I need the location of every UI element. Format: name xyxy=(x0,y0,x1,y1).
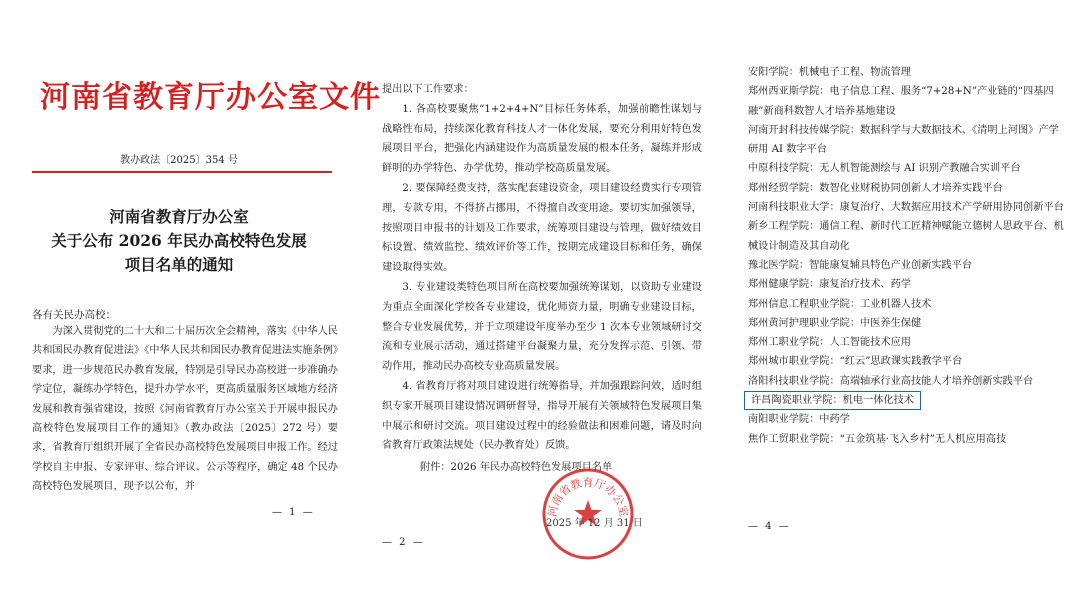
list-item: 中原科技学院：无人机智能测绘与 AI 识别产教融合实训平台 xyxy=(748,163,1021,175)
attachment-note: 附件：2026 年民办高校特色发展项目名单 xyxy=(420,462,613,473)
highlighted-item: 许昌陶瓷职业学院：机电一体化技术 xyxy=(744,391,921,410)
document-number: 教办政法〔2025〕354 号 xyxy=(120,155,238,166)
highlighted-item-row xyxy=(748,391,1068,410)
title-line-3: 项目名单的通知 xyxy=(124,255,234,274)
document-page-1 xyxy=(0,0,381,607)
salutation: 各有关民办高校： xyxy=(32,309,116,321)
list-item: 郑州信息工程职业学院：工业机器人技术 xyxy=(748,298,932,310)
list-item: 焦作工贸职业学院：“五金筑基·飞入乡村”无人机应用高技 xyxy=(748,433,1007,445)
red-divider xyxy=(32,171,332,173)
title-line-2: 关于公布 2026 年民办高校特色发展 xyxy=(51,231,307,250)
list-item: 郑州西亚斯学院：电子信息工程、服务“7+28+N”产业链的“四基四融”新商科数智人才培养基地建设 xyxy=(748,86,1054,117)
seal-text: 河南省教育厅办公室 xyxy=(545,476,631,518)
list-item: 河南科技职业大学：康复治疗、大数据应用技术产学研用协同创新平台 xyxy=(748,202,1064,214)
notice-title xyxy=(0,205,358,277)
list-item: 郑州黄河护理职业学院：中医养生保健 xyxy=(748,317,922,329)
page-number-4: — 4 — xyxy=(748,521,791,532)
list-item: 洛阳科技职业学院：高端轴承行业高技能人才培养创新实践平台 xyxy=(748,375,1034,387)
list-item: 豫北医学院：智能康复辅具特色产业创新实践平台 xyxy=(748,259,973,271)
list-item: 河南开封科技传媒学院：数据科学与大数据技术、《清明上河图》产学研用 AI 数字平台 xyxy=(748,124,1059,156)
document-page-2 xyxy=(360,0,722,607)
page-number-2: — 2 — xyxy=(382,537,425,548)
list-item: 郑州经贸学院：数智化业财税协同创新人才培养实践平台 xyxy=(748,182,1003,194)
requirement-1: 1. 各高校要聚焦“1+2+4+N”目标任务体系，加强前瞻性谋划与战略性布局，持续深化教育科技人才一体化发展，要充分利用好特色发展项目平台，把强化内涵建设作为高质量发展的根本任务，凝练并形成鲜明的办学特色、办学优势，推动学校高质量发展。 xyxy=(382,103,702,175)
signing-date: 2025 年 12 月 31 日 xyxy=(546,518,643,529)
list-item: 南阳职业学院：中药学 xyxy=(748,414,850,426)
page-number-1: — 1 — xyxy=(272,507,315,518)
page2-body xyxy=(382,80,702,456)
page1-body-text: 为深入贯彻党的二十大和二十届历次全会精神，落实《中华人民共和国民办教育促进法》《中华人民共和国民办教育促进法实施条例》要求，进一步规范民办教育发展，特别是引导民办高校进一步准确办学定位，凝练办学特色，提升办学水平，更高质量服务区域地方经济发展和教育强省建设，按照《河南省教育厅办公室关于开展申报民办高校特色发展项目工作的通知》（教办政法〔2025〕272 号）要求，省教育厅组织开展了全省民办高校特色发展项目申报工作。经过学校自主申报、专家评审、综合评议、公示等程序，确定 48 个民办高校特色发展项目，现予以公布，并 xyxy=(32,326,338,493)
page2-intro: 提出以下工作要求： xyxy=(382,84,474,95)
document-page-3 xyxy=(724,0,1080,607)
document-header: 河南省教育厅办公室文件 xyxy=(40,80,381,115)
list-item: 安阳学院：机械电子工程、物流管理 xyxy=(748,67,911,78)
requirement-2: 2. 要保障经费支持，落实配套建设资金，项目建设经费实行专项管理，专款专用，不得挤占挪用，不得擅自改变用途。要切实加强领导，按照项目申报书的计划及工作要求，统筹项目建设与管理，做好绩效目标设置、绩效监控、绩效评价等工作，按期完成建设目标和任务，确保建设取得实效。 xyxy=(382,182,702,274)
list-item: 郑州健康学院：康复治疗技术、药学 xyxy=(748,279,911,291)
list-item: 新乡工程学院：通信工程、新时代工匠精神赋能立德树人思政平台、机械设计制造及其自动化 xyxy=(748,221,1064,252)
list-item: 郑州城市职业学院：“红云”思政课实践教学平台 xyxy=(748,356,963,368)
requirement-4: 4. 省教育厅将对项目建设进行统筹指导，并加强跟踪问效，适时组织专家开展项目建设情况调研督导，指导开展有关领域特色发展项目集中展示和研讨交流。项目建设过程中的经验做法和困难问题，请及时向省教育厅政策法规处（民办教育处）反馈。 xyxy=(382,380,702,452)
list-item: 郑州工职业学院：人工智能技术应用 xyxy=(748,337,911,349)
title-line-1: 河南省教育厅办公室 xyxy=(109,207,249,226)
requirement-3: 3. 专业建设类特色项目所在高校要加强统筹谋划，以资助专业建设为重点全面深化学校各专业建设，优化师资力量，明确专业建设目标，整合专业发展优势，并于立项建设年度举办至少 1 次本专业领域研讨交流和专业展示活动，通过搭建平台凝聚力量，充分发挥示范、引领、带动作用，推动民办高校专业高质量发展。 xyxy=(382,281,702,373)
project-list xyxy=(748,63,1068,449)
